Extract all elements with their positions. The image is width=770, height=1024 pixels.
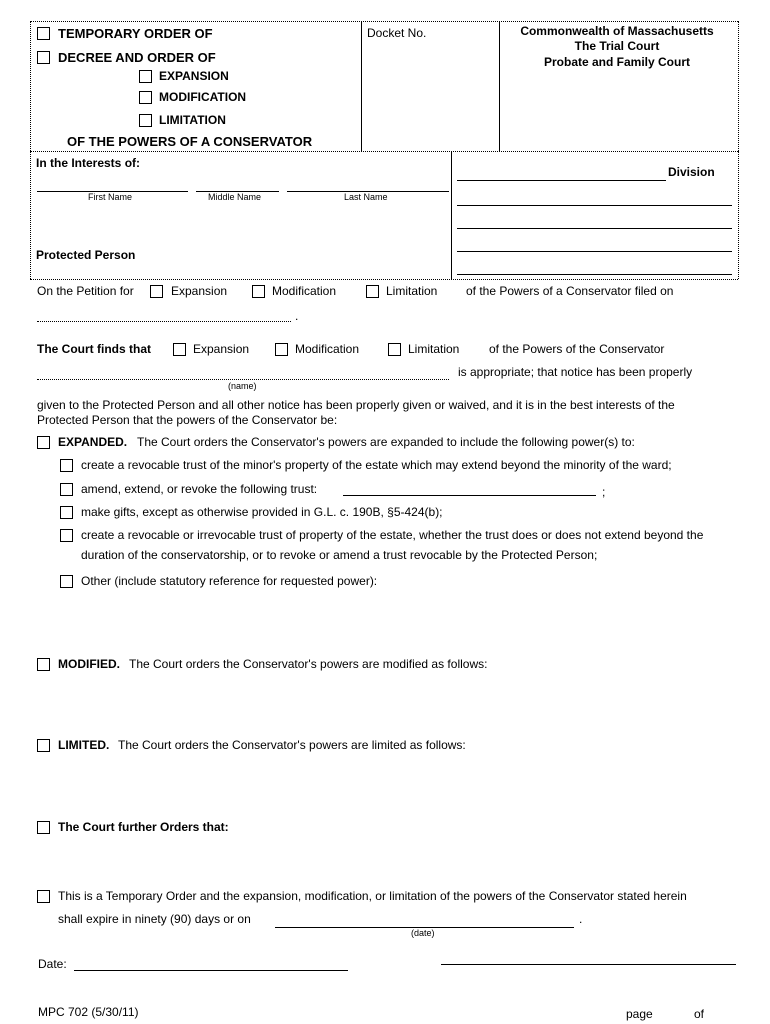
decree-order-checkbox[interactable]: [37, 51, 50, 64]
expanded-label: EXPANDED.: [58, 435, 128, 449]
limited-checkbox[interactable]: [37, 739, 50, 752]
expansion-type-checkbox[interactable]: [139, 70, 152, 83]
finds-expansion-checkbox[interactable]: [173, 343, 186, 356]
limited-label: LIMITED.: [58, 738, 110, 752]
expanded-item1-checkbox[interactable]: [60, 459, 73, 472]
petition-period: .: [295, 309, 299, 323]
expanded-item4-line2: duration of the conservatorship, or to revoke or amend a trust revocable by the Protected Person;: [81, 548, 598, 562]
expanded-item3-checkbox[interactable]: [60, 506, 73, 519]
expanded-item4-checkbox[interactable]: [60, 529, 73, 542]
expanded-item1-text: create a revocable trust of the minor's property of the estate which may extend beyond the minority of the ward;: [81, 458, 672, 472]
modified-label: MODIFIED.: [58, 657, 120, 671]
limited-text: The Court orders the Conservator's powers are limited as follows:: [118, 738, 466, 752]
petition-filed-date-line[interactable]: [37, 321, 291, 322]
petition-expansion-label: Expansion: [171, 284, 228, 298]
finds-modification-label: Modification: [295, 342, 360, 356]
temporary-line2: shall expire in ninety (90) days or on: [58, 912, 251, 926]
limitation-type-checkbox[interactable]: [139, 114, 152, 127]
date-label: Date:: [38, 957, 67, 971]
finds-limitation-checkbox[interactable]: [388, 343, 401, 356]
expanded-text: The Court orders the Conservator's powers are expanded to include the following power(s) to:: [137, 435, 635, 449]
petition-prefix: On the Petition for: [37, 284, 134, 298]
division-label: Division: [668, 165, 715, 179]
finds-name-line[interactable]: [37, 379, 449, 380]
court-address-line-2: [457, 228, 732, 229]
interests-right-border: [738, 151, 739, 279]
expanded-checkbox[interactable]: [37, 436, 50, 449]
finds-suffix: of the Powers of the Conservator: [489, 342, 665, 356]
footer-page-label: page: [626, 1007, 653, 1021]
footer-of-label: of: [694, 1007, 705, 1021]
petition-modification-label: Modification: [272, 284, 337, 298]
finds-given-paragraph: given to the Protected Person and all other notice has been properly given or waived, and it is in the best interests of the Protected Person that the powers of the Conservator be:: [37, 398, 675, 427]
header-right-border: [738, 21, 739, 151]
title-decree-order: DECREE AND ORDER OF: [58, 50, 216, 65]
petition-expansion-checkbox[interactable]: [150, 285, 163, 298]
temporary-order-checkbox[interactable]: [37, 27, 50, 40]
header-top-border: [30, 21, 738, 22]
division-line: [457, 180, 666, 181]
last-name-caption: Last Name: [344, 192, 388, 202]
court-address-line-1: [457, 205, 732, 206]
expanded-item5-text: Other (include statutory reference for requested power):: [81, 574, 378, 588]
modification-type-checkbox[interactable]: [139, 91, 152, 104]
limitation-type-label: LIMITATION: [159, 113, 226, 127]
court-line-1: Commonwealth of Massachusetts: [520, 24, 714, 38]
expanded-item2-text: amend, extend, or revoke the following trust:: [81, 482, 318, 496]
finds-appropriate-text: is appropriate; that notice has been properly: [458, 365, 693, 379]
finds-name-caption: (name): [228, 381, 257, 391]
signature-date-line[interactable]: [74, 970, 348, 971]
expanded-item2-end: ;: [602, 485, 606, 499]
finds-expansion-label: Expansion: [193, 342, 250, 356]
expanded-item2-checkbox[interactable]: [60, 483, 73, 496]
finds-modification-checkbox[interactable]: [275, 343, 288, 356]
expanded-item3-text: make gifts, except as otherwise provided in G.L. c. 190B, §5-424(b);: [81, 505, 443, 519]
trust-name-line[interactable]: [343, 495, 596, 496]
court-line-2: The Trial Court: [574, 39, 660, 53]
title-temporary-order: TEMPORARY ORDER OF: [58, 26, 213, 41]
interests-bottom-border: [30, 279, 738, 280]
interests-divider: [451, 151, 452, 279]
modified-text: The Court orders the Conservator's powers are modified as follows:: [129, 657, 488, 671]
court-address-line-3: [457, 251, 732, 252]
expanded-item4-line1: create a revocable or irrevocable trust of property of the estate, whether the trust does or does not extend beyond the: [81, 528, 704, 542]
expanded-item5-checkbox[interactable]: [60, 575, 73, 588]
interests-left-border: [30, 151, 31, 279]
petition-limitation-checkbox[interactable]: [366, 285, 379, 298]
temporary-expire-checkbox[interactable]: [37, 890, 50, 903]
court-address-line-4: [457, 274, 732, 275]
petition-modification-checkbox[interactable]: [252, 285, 265, 298]
judge-signature-line[interactable]: [441, 964, 736, 965]
petition-limitation-label: Limitation: [386, 284, 438, 298]
docket-divider-left: [361, 21, 362, 151]
protected-person-label: Protected Person: [36, 248, 136, 262]
further-orders-label: The Court further Orders that:: [58, 820, 229, 834]
further-orders-checkbox[interactable]: [37, 821, 50, 834]
finds-limitation-label: Limitation: [408, 342, 460, 356]
temporary-line1: This is a Temporary Order and the expansion, modification, or limitation of the powers of the Conservator stated herein: [58, 889, 687, 903]
first-name-caption: First Name: [88, 192, 133, 202]
docket-label: Docket No.: [367, 26, 427, 40]
interests-heading: In the Interests of:: [36, 156, 141, 170]
header-bottom-border: [30, 151, 738, 152]
finds-prefix: The Court finds that: [37, 342, 151, 356]
form-id: MPC 702 (5/30/11): [38, 1005, 139, 1019]
middle-name-caption: Middle Name: [208, 192, 262, 202]
modification-type-label: MODIFICATION: [159, 90, 247, 104]
court-line-3: Probate and Family Court: [543, 55, 691, 69]
expansion-type-label: EXPANSION: [159, 69, 229, 83]
petition-suffix: of the Powers of a Conservator filed on: [466, 284, 674, 298]
docket-divider-right: [499, 21, 500, 151]
temporary-period: .: [579, 912, 583, 926]
expire-date-caption: (date): [411, 928, 435, 938]
modified-checkbox[interactable]: [37, 658, 50, 671]
title-powers-of-conservator: OF THE POWERS OF A CONSERVATOR: [67, 134, 313, 149]
header-left-border: [30, 21, 31, 151]
